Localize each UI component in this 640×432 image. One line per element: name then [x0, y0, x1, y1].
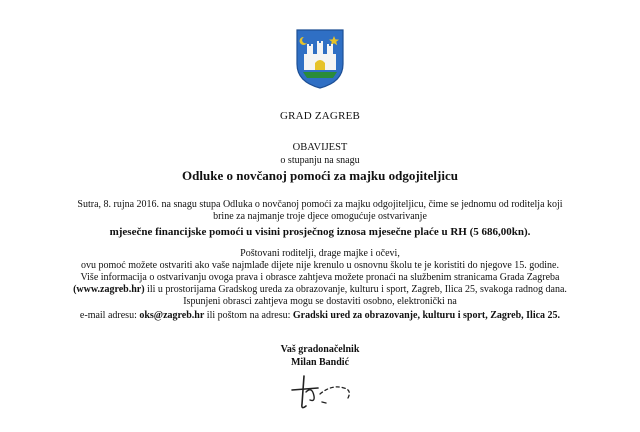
notice-title: Odluke o novčanoj pomoći za majku odgojiteljicu [182, 168, 458, 183]
notice-heading: OBAVIJEST [292, 142, 348, 153]
body-highlight: mjesečne financijske pomoći u visini prosječnog iznosa mjesečne plaće u RH (5 686,00kn). [109, 226, 531, 238]
body-line-8: Ispunjeni obrasci zahtjeva mogu se dostaviti osobno, elektronički na [183, 296, 457, 307]
body-line-9 [0, 310, 640, 321]
greeting: Poštovani roditelji, drage majke i očevi, [240, 248, 400, 259]
handwritten-signature-icon [282, 370, 362, 414]
signoff-title: Vaš gradonačelnik [280, 344, 360, 355]
body-line-1: Sutra, 8. rujna 2016. na snagu stupa Odluka o novčanoj pomoći za majku odgojiteljicu, čime se jednomu od roditelja koji [77, 199, 563, 210]
website-link[interactable]: (www.zagreb.hr) [73, 284, 145, 295]
postal-prefix: ili poštom na adresu: [204, 310, 293, 321]
body-line-5: ovu pomoć možete ostvariti ako vaše najmlađe dijete nije krenulo u osnovnu školu te je koristiti do njegove 15. godine. [81, 260, 559, 271]
notice-subheading: o stupanju na snagu [280, 155, 360, 166]
body-line-7 [0, 284, 640, 295]
body-line-7-text: ili u prostorijama Gradskog ureda za obrazovanje, kulturu i sport, Zagreb, Ilica 25, svakoga radnog dana. [144, 284, 567, 295]
postal-address: Gradski ured za obrazovanje, kulturu i sport, Zagreb, Ilica 25. [292, 310, 561, 321]
signoff-name: Milan Bandić [290, 357, 350, 368]
email-prefix: e-mail adresu: [79, 310, 140, 321]
body-line-6: Više informacija o ostvarivanju ovoga prava i obrasce zahtjeva možete pronaći na službenim stranicama Grada Zagreba [80, 272, 560, 283]
body-line-2: brine za najmanje troje djece omogućuje ostvarivanje [213, 211, 427, 222]
zagreb-coat-of-arms-icon [295, 28, 345, 90]
city-name: GRAD ZAGREB [279, 110, 361, 122]
email-link[interactable]: oks@zagreb.hr [139, 310, 205, 321]
